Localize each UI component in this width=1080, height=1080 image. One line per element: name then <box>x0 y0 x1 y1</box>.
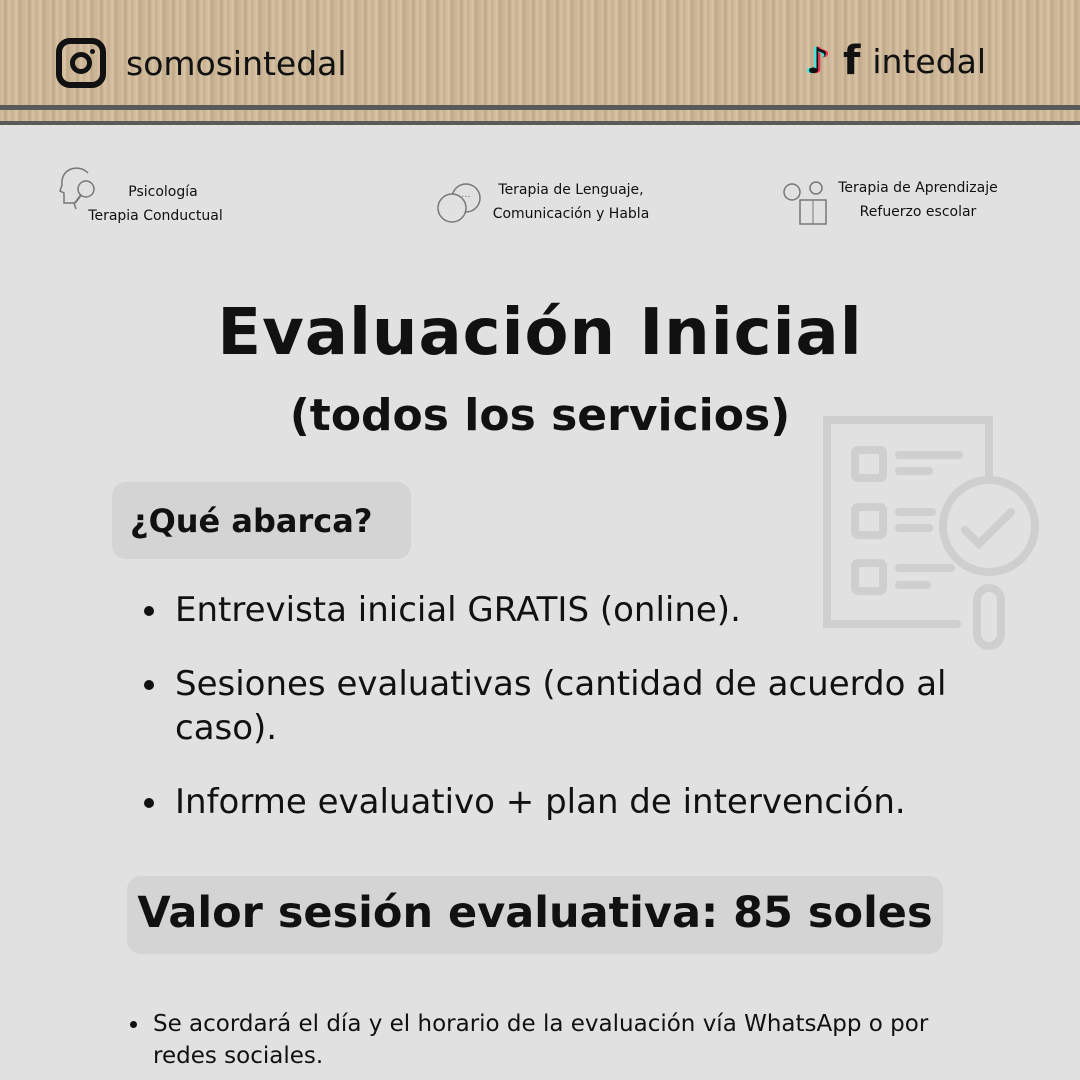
page-title: Evaluación Inicial <box>217 296 863 370</box>
footnote: Se acordará el día y el horario de la evaluación vía WhatsApp o por redes sociales. <box>128 1008 978 1072</box>
lightbulb-book-icon <box>780 178 828 228</box>
speech-bubbles-icon <box>436 180 484 230</box>
service-line1: Terapia de Aprendizaje <box>838 180 998 196</box>
service-line1: Psicología <box>128 184 198 200</box>
service-line1: Terapia de Lenguaje, <box>498 182 644 198</box>
list-item: Entrevista inicial GRATIS (online). <box>140 588 970 632</box>
service-line2: Comunicación y Habla <box>492 206 650 222</box>
svg-text:····: ···· <box>458 192 471 203</box>
instagram-icon <box>56 38 106 88</box>
coverage-list <box>140 588 970 854</box>
service-aprendizaje <box>780 176 1010 224</box>
instagram-link[interactable] <box>56 38 347 88</box>
facebook-icon: f <box>842 38 861 84</box>
service-psicologia <box>58 180 238 228</box>
divider <box>0 105 1080 110</box>
divider <box>0 121 1080 125</box>
page-subtitle: (todos los servicios) <box>289 390 791 441</box>
price-banner: Valor sesión evaluativa: 85 soles <box>127 876 943 954</box>
service-line2: Terapia Conductual <box>88 208 223 224</box>
list-item: Sesiones evaluativas (cantidad de acuerdo al caso). <box>140 662 970 750</box>
tiktok-icon: ♪ <box>806 40 829 82</box>
tiktok-facebook-handle: intedal <box>872 41 987 81</box>
head-magnifier-icon <box>58 165 102 211</box>
tiktok-facebook-link[interactable] <box>806 38 986 84</box>
service-line2: Refuerzo escolar <box>859 204 977 220</box>
service-lenguaje <box>436 178 666 226</box>
question-label: ¿Qué abarca? <box>112 482 411 559</box>
instagram-handle: somosintedal <box>126 43 347 83</box>
list-item: Informe evaluativo + plan de intervención. <box>140 780 970 824</box>
